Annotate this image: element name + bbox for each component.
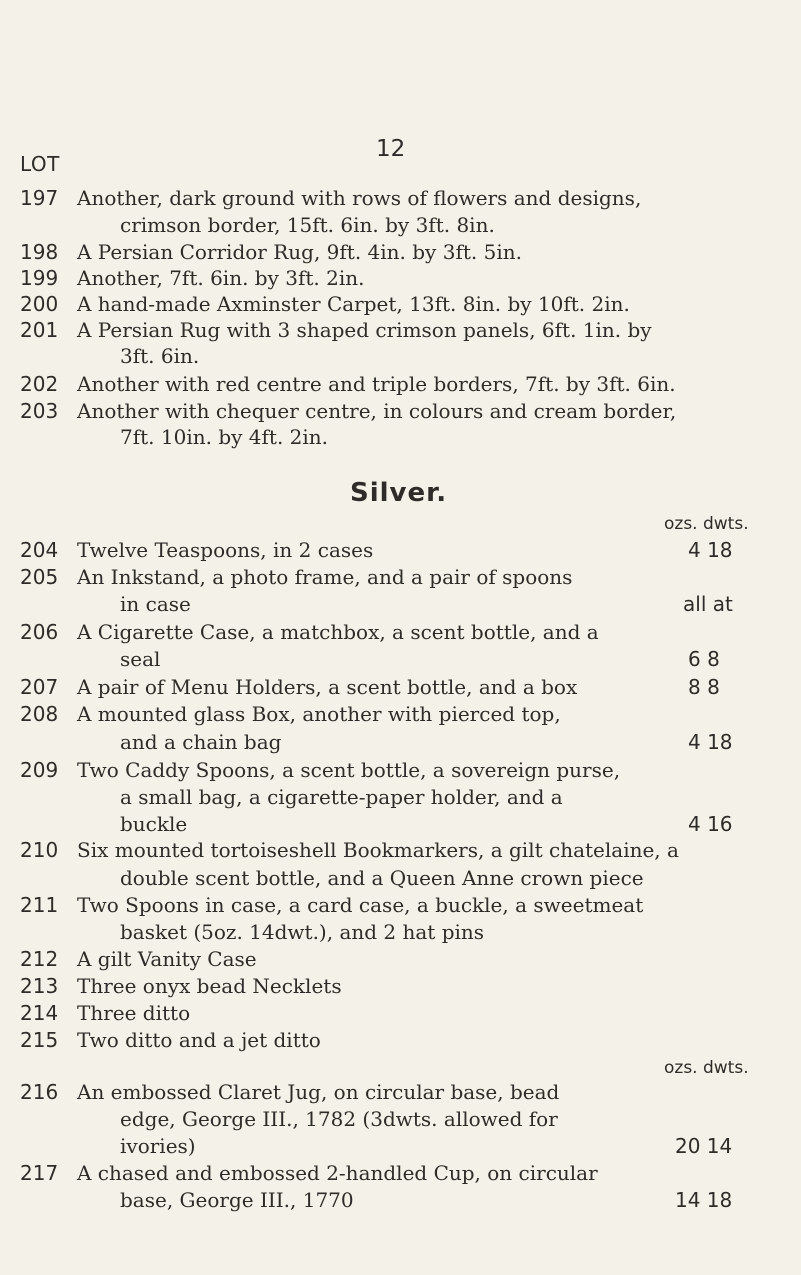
- lot-description: ivories): [120, 1134, 196, 1158]
- lot-description: A Persian Corridor Rug, 9ft. 4in. by 3ft. 5in.: [77, 240, 522, 264]
- lot-description: A gilt Vanity Case: [77, 947, 257, 971]
- lot-description: Another with red centre and triple borders, 7ft. by 3ft. 6in.: [77, 372, 676, 396]
- lot-number: 204: [20, 538, 59, 562]
- lot-description: A mounted glass Box, another with pierced top,: [77, 702, 561, 726]
- lot-number: 197: [20, 186, 59, 210]
- lot-description: double scent bottle, and a Queen Anne crown piece: [120, 866, 644, 890]
- lot-number: 208: [20, 702, 59, 726]
- lot-description: Another, 7ft. 6in. by 3ft. 2in.: [77, 266, 365, 290]
- lot-description: 7ft. 10in. by 4ft. 2in.: [120, 425, 329, 449]
- lot-number: 198: [20, 240, 59, 264]
- lot-description: A Persian Rug with 3 shaped crimson panels, 6ft. 1in. by: [77, 318, 652, 342]
- lot-description: basket (5oz. 14dwt.), and 2 hat pins: [120, 920, 485, 944]
- lot-description: in case: [120, 592, 191, 616]
- lot-description: 3ft. 6in.: [120, 344, 200, 368]
- lot-description: A hand-made Axminster Carpet, 13ft. 8in. by 10ft. 2in.: [77, 292, 630, 316]
- lot-description: Twelve Teaspoons, in 2 cases: [77, 538, 374, 562]
- lot-description: Three ditto: [77, 1001, 191, 1025]
- lot-description: An embossed Claret Jug, on circular base, bead: [77, 1080, 560, 1104]
- lot-number: 205: [20, 565, 59, 589]
- lot-description: and a chain bag: [120, 730, 282, 754]
- lot-weight: 4 18: [688, 538, 733, 562]
- lot-weight: all at: [683, 592, 733, 616]
- lot-number: 212: [20, 947, 59, 971]
- lot-description: buckle: [120, 812, 188, 836]
- lot-number: 199: [20, 266, 59, 290]
- lot-description: A Cigarette Case, a matchbox, a scent bottle, and a: [77, 620, 599, 644]
- lot-weight: 20 14: [675, 1134, 733, 1158]
- section-heading: Silver.: [350, 478, 448, 508]
- lot-number: 200: [20, 292, 59, 316]
- lot-column-header: LOT: [20, 152, 60, 176]
- lot-number: 201: [20, 318, 59, 342]
- lot-number: 202: [20, 372, 59, 396]
- lot-number: 217: [20, 1161, 59, 1185]
- lot-weight: 14 18: [675, 1188, 733, 1212]
- lot-description: Two Spoons in case, a card case, a buckle, a sweetmeat: [77, 893, 644, 917]
- lot-description: Three onyx bead Necklets: [77, 974, 342, 998]
- lot-number: 203: [20, 399, 59, 423]
- lot-number: 211: [20, 893, 59, 917]
- lot-description: seal: [120, 647, 161, 671]
- lot-description: Two ditto and a jet ditto: [77, 1028, 321, 1052]
- lot-description: Another with chequer centre, in colours and cream border,: [77, 399, 677, 423]
- weight-units-header: ozs. dwts.: [664, 1058, 749, 1078]
- lot-number: 207: [20, 675, 59, 699]
- lot-weight: 8 8: [688, 675, 720, 699]
- lot-description: edge, George III., 1782 (3dwts. allowed for: [120, 1107, 558, 1131]
- lot-description: A chased and embossed 2-handled Cup, on circular: [77, 1161, 598, 1185]
- lot-number: 214: [20, 1001, 59, 1025]
- lot-number: 216: [20, 1080, 59, 1104]
- lot-number: 206: [20, 620, 59, 644]
- lot-description: crimson border, 15ft. 6in. by 3ft. 8in.: [120, 213, 495, 237]
- lot-description: base, George III., 1770: [120, 1188, 354, 1212]
- lot-weight: 6 8: [688, 647, 720, 671]
- lot-weight: 4 16: [688, 812, 733, 836]
- lot-description: Six mounted tortoiseshell Bookmarkers, a gilt chatelaine, a: [77, 838, 679, 862]
- lot-description: Two Caddy Spoons, a scent bottle, a sovereign purse,: [77, 758, 621, 782]
- lot-number: 215: [20, 1028, 59, 1052]
- lot-number: 213: [20, 974, 59, 998]
- weight-units-header: ozs. dwts.: [664, 514, 749, 534]
- lot-description: An Inkstand, a photo frame, and a pair of spoons: [77, 565, 573, 589]
- lot-number: 209: [20, 758, 59, 782]
- lot-description: a small bag, a cigarette-paper holder, and a: [120, 785, 563, 809]
- lot-description: Another, dark ground with rows of flowers and designs,: [77, 186, 642, 210]
- lot-weight: 4 18: [688, 730, 733, 754]
- lot-description: A pair of Menu Holders, a scent bottle, and a box: [77, 675, 578, 699]
- page-number: 12: [376, 136, 406, 162]
- lot-number: 210: [20, 838, 59, 862]
